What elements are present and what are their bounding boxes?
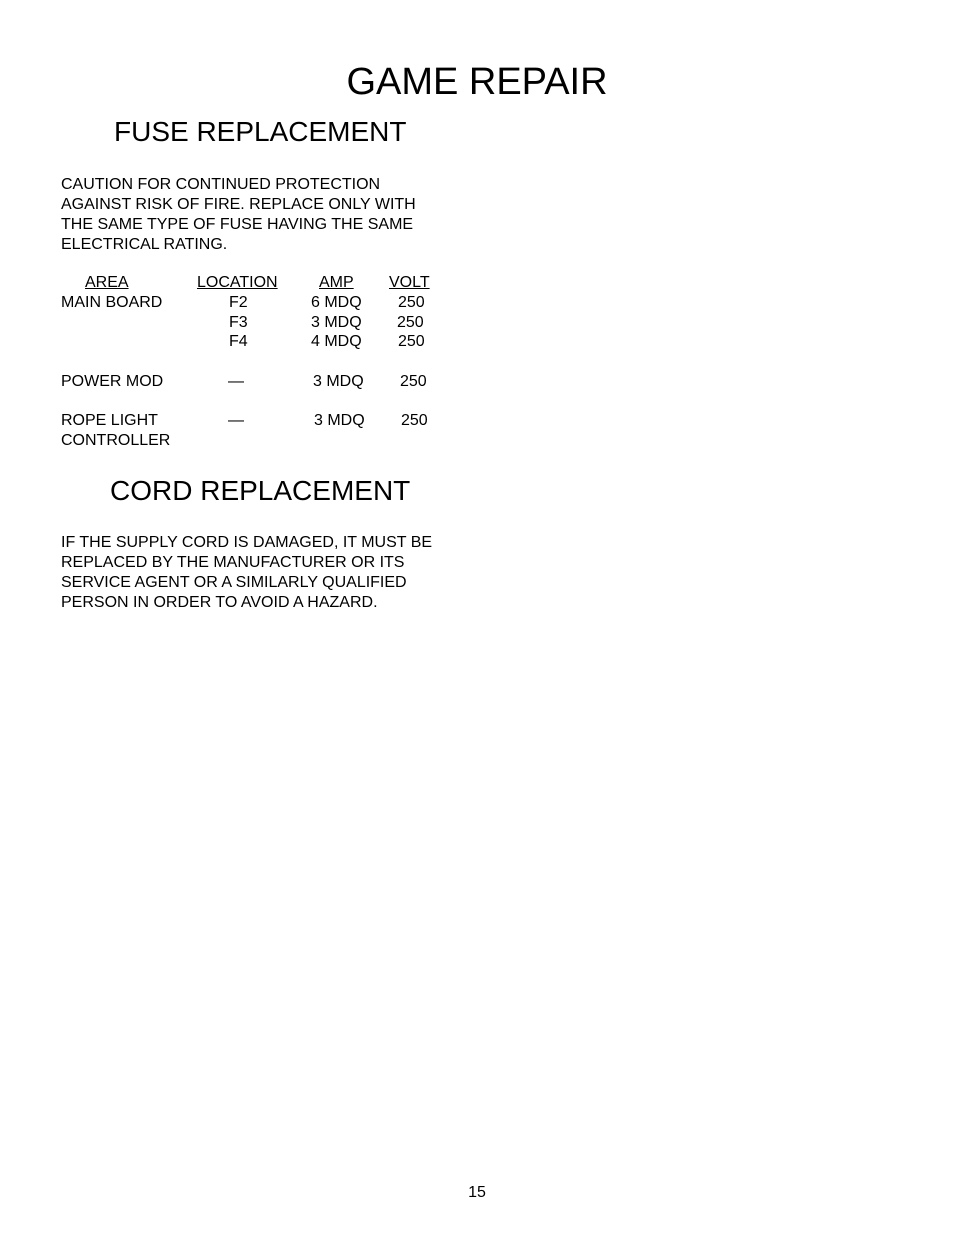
cell-amp: 3 MDQ [314, 412, 365, 429]
cell-volt: 250 [400, 373, 427, 390]
page-title: GAME REPAIR [346, 61, 608, 103]
cell-location: F3 [229, 314, 248, 331]
caution-line: THE SAME TYPE OF FUSE HAVING THE SAME [61, 216, 414, 233]
cell-volt: 250 [401, 412, 428, 429]
cell-amp: 6 MDQ [311, 294, 362, 311]
page-number: 15 [468, 1184, 486, 1201]
cell-area-line2: CONTROLLER [61, 432, 171, 449]
fuse-replacement-heading: FUSE REPLACEMENT [114, 116, 407, 147]
cord-paragraph [61, 533, 432, 613]
caution-line: ELECTRICAL RATING. [61, 236, 228, 253]
cord-replacement-heading: CORD REPLACEMENT [110, 475, 411, 506]
cell-amp: 3 MDQ [311, 314, 362, 331]
cord-line: SERVICE AGENT OR A SIMILARLY QUALIFIED [61, 574, 407, 591]
cell-location: F4 [229, 333, 248, 350]
cord-line: IF THE SUPPLY CORD IS DAMAGED, IT MUST BE [61, 534, 433, 551]
column-header-location: LOCATION [197, 274, 278, 291]
cell-location: — [228, 373, 244, 390]
caution-line: AGAINST RISK OF FIRE. REPLACE ONLY WITH [61, 196, 416, 213]
cell-area: MAIN BOARD [61, 294, 163, 311]
cell-volt: 250 [398, 333, 425, 350]
cell-amp: 4 MDQ [311, 333, 362, 350]
cell-area: POWER MOD [61, 373, 164, 390]
cord-line: REPLACED BY THE MANUFACTURER OR ITS [61, 554, 405, 571]
caution-line: CAUTION FOR CONTINUED PROTECTION [61, 176, 381, 193]
cell-volt: 250 [398, 294, 425, 311]
column-header-amp: AMP [319, 274, 354, 291]
cell-location: — [228, 412, 244, 429]
cell-area: ROPE LIGHT [61, 412, 158, 429]
column-header-area: AREA [85, 274, 129, 291]
column-header-volt: VOLT [389, 274, 430, 291]
cell-volt: 250 [397, 314, 424, 331]
cell-amp: 3 MDQ [313, 373, 364, 390]
cell-location: F2 [229, 294, 248, 311]
cord-line: PERSON IN ORDER TO AVOID A HAZARD. [61, 594, 378, 611]
caution-paragraph [61, 175, 416, 255]
